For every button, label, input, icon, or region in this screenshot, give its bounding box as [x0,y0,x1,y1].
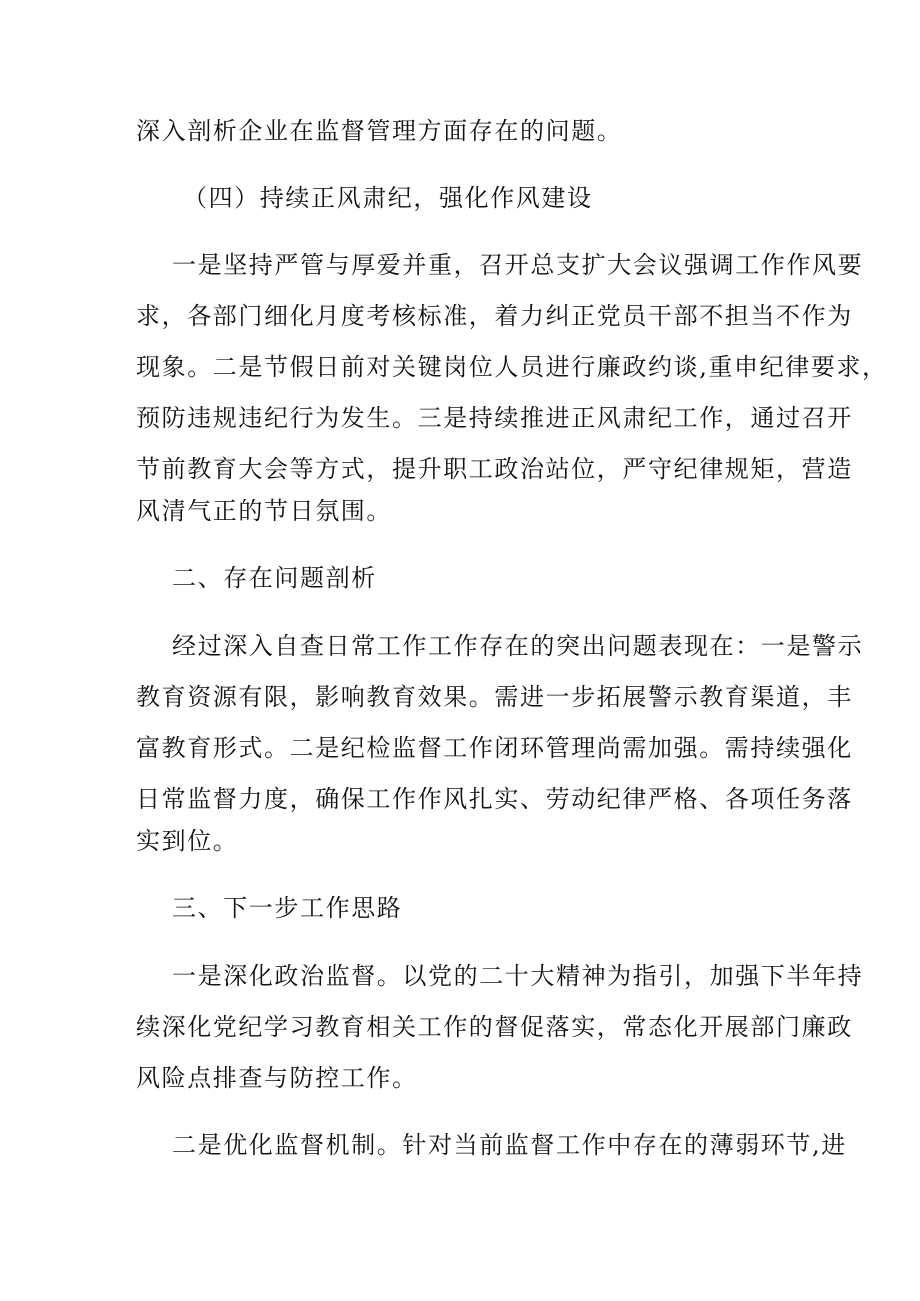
paragraph-line: 现象。二是节假日前对关键岗位人员进行廉政约谈,重申纪律要求， [136,353,888,381]
paragraph-line: 一是坚持严管与厚爱并重，召开总支扩大会议强调工作作风要 [172,251,864,279]
section-heading: 三、下一步工作思路 [172,894,403,922]
section-heading: 二、存在问题剖析 [172,564,377,592]
paragraph-line: 续深化党纪学习教育相关工作的督促落实，常态化开展部门廉政 [136,1013,853,1041]
paragraph-line: 节前教育大会等方式，提升职工政治站位，严守纪律规矩，营造 [136,455,853,483]
paragraph-line: 二是优化监督机制。针对当前监督工作中存在的薄弱环节,进 [172,1131,847,1159]
paragraph-line: 富教育形式。二是纪检监督工作闭环管理尚需加强。需持续强化 [136,734,853,762]
paragraph-line: 预防违规违纪行为发生。三是持续推进正风肃纪工作，通过召开 [136,404,853,432]
section-heading: （四）持续正风肃纪，强化作风建设 [183,184,593,212]
paragraph-line: 深入剖析企业在监督管理方面存在的问题。 [136,117,623,145]
paragraph-line: 风清气正的节日氛围。 [136,497,392,525]
paragraph-line: 教育资源有限，影响教育效果。需进一步拓展警示教育渠道，丰 [136,683,853,711]
paragraph-line: 日常监督力度，确保工作作风扎实、劳动纪律严格、各项任务落 [136,785,853,813]
paragraph-line: 一是深化政治监督。以党的二十大精神为指引，加强下半年持 [172,962,864,990]
paragraph-line: 风险点排查与防控工作。 [136,1064,418,1092]
paragraph-line: 经过深入自查日常工作工作存在的突出问题表现在：一是警示 [172,632,864,660]
paragraph-line: 求，各部门细化月度考核标准，着力纠正党员干部不担当不作为 [136,302,853,330]
paragraph-line: 实到位。 [136,827,239,855]
